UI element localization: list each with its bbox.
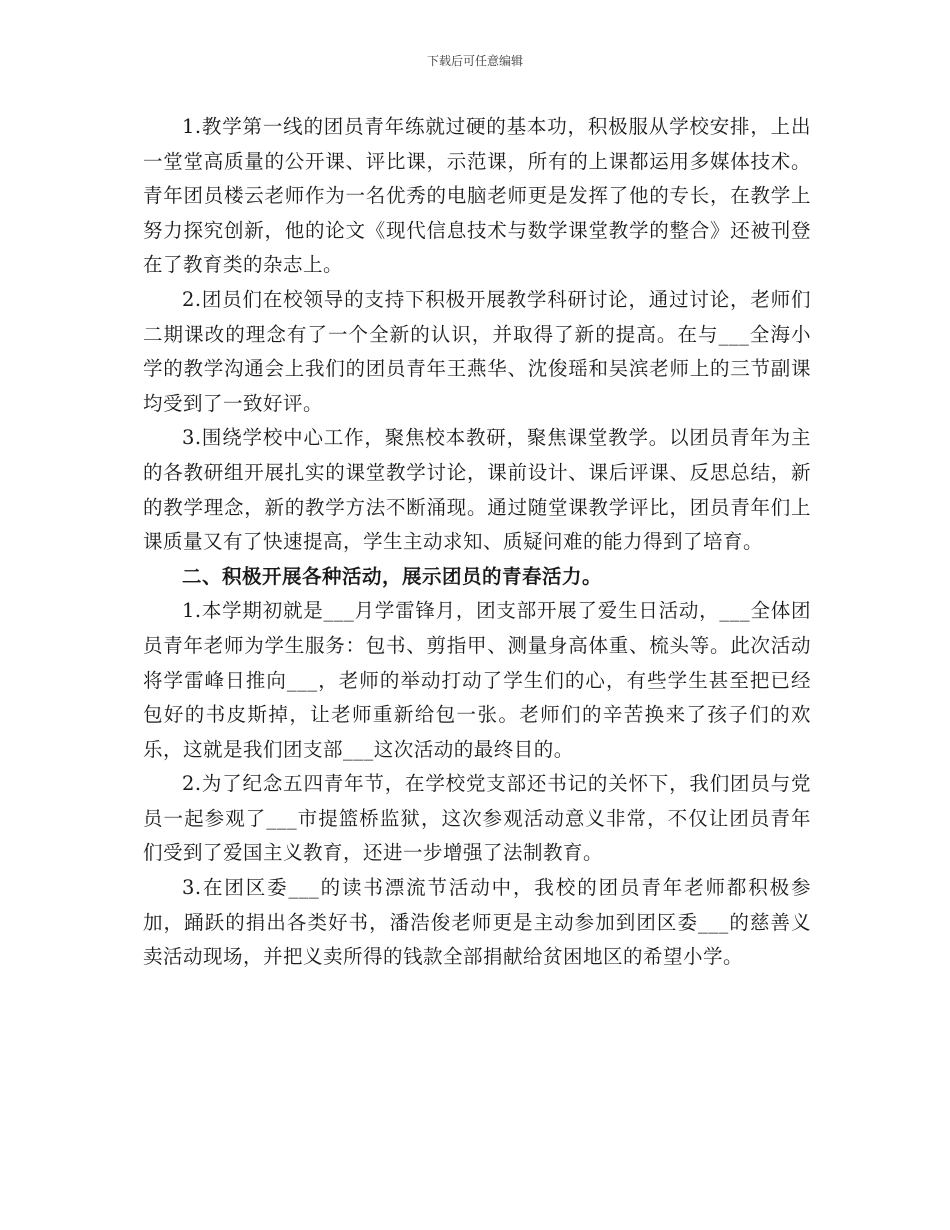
paragraph-teaching-research: 2.团员们在校领导的支持下积极开展教学科研讨论，通过讨论，老师们二期课改的理念有了一个全新的认识，并取得了新的提高。在与___全海小学的教学沟通会上我们的团员青年王燕华、沈俊瑶和吴滨老师上的三节副课均受到了一致好评。: [143, 287, 811, 415]
paragraph-lei-feng-month: 1.本学期初就是___月学雷锋月，团支部开展了爱生日活动，___全体团员青年老师为学生服务：包书、剪指甲、测量身高体重、梳头等。此次活动将学雷峰日推向___，老师的举动打动了学生们的心，有些学生甚至把已经包好的书皮斯掉，让老师重新给包一张。老师们的辛苦换来了孩子们的欢乐，这就是我们团支部___这次活动的最终目的。: [143, 599, 811, 761]
paragraph-may-fourth: 2.为了纪念五四青年节，在学校党支部还书记的关怀下，我们团员与党员一起参观了___市提篮桥监狱，这次参观活动意义非常，不仅让团员青年们受到了爱国主义教育，还进一步增强了法制教育。: [143, 772, 811, 865]
page-header: 下载后可任意编辑: [426, 54, 523, 68]
paragraph-teaching-basics: 1.教学第一线的团员青年练就过硬的基本功，积极服从学校安排，上出一堂堂高质量的公开课、评比课，示范课，所有的上课都运用多媒体技术。青年团员楼云老师作为一名优秀的电脑老师更是发挥了他的专长，在教学上努力探究创新，他的论文《现代信息技术与数学课堂教学的整合》还被刊登在了教育类的杂志上。: [143, 115, 811, 277]
paragraph-classroom-teaching: 3.围绕学校中心工作，聚焦校本教研，聚焦课堂教学。以团员青年为主的各教研组开展扎实的课堂教学讨论，课前设计、课后评课、反思总结，新的教学理念，新的教学方法不断涌现。通过随堂课教学评比，团员青年们上课质量又有了快速提高，学生主动求知、质疑问难的能力得到了培育。: [143, 426, 811, 554]
paragraph-book-drifting: 3.在团区委___的读书漂流节活动中，我校的团员青年老师都积极参加，踊跃的捐出各类好书，潘浩俊老师更是主动参加到团区委___的慈善义卖活动现场，并把义卖所得的钱款全部捐献给贫困地区的希望小学。: [143, 876, 811, 969]
section-heading-activities: 二、积极开展各种活动，展示团员的青春活力。: [182, 564, 603, 588]
document-body: [143, 110, 811, 975]
